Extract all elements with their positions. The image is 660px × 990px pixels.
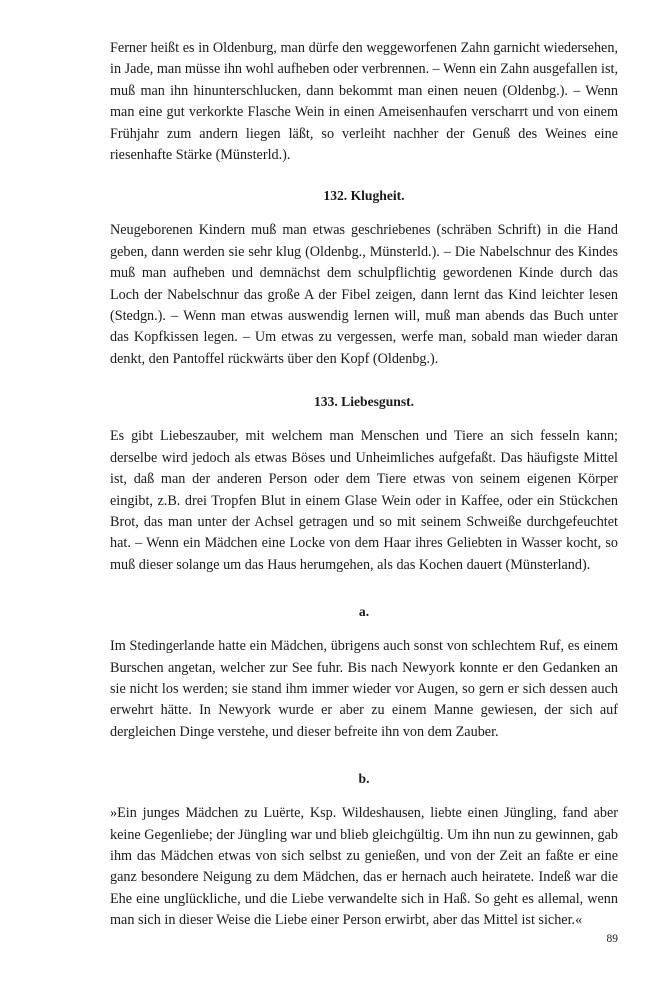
section-heading-132: 132. Klugheit.	[323, 188, 405, 204]
subsection-b-paragraph: »Ein junges Mädchen zu Luërte, Ksp. Wildeshausen, liebte einen Jüngling, fand aber keine Gegenliebe; der Jüngling war und blieb gleichgültig. Um ihn nun zu gewinnen, gab ihm das Mädchen etwas von sich selbst zu genießen, und von der Zeit an faßte er eine ganz besondere Neigung zu dem Mädchen, das er hernach auch heiratete. Indeß war die Ehe eine unglückliche, und die Liebe verwandelte sich in Haß. So geht es allemal, wenn man sich in dieser Weise die Liebe einer Person erwirbt, aber das Mittel ist sicher.«	[110, 805, 618, 929]
intro-paragraph: Ferner heißt es in Oldenburg, man dürfe den weggeworfenen Zahn garnicht wiedersehen, in Jade, man müsse ihn wohl aufheben oder verbrennen. – Wenn ein Zahn ausgefallen ist, muß man ihn hinunterschlucken, dann bekommt man einen neuen (Oldenbg.). – Wenn man eine gut verkorkte Flasche Wein in einen Ameisenhaufen verscharrt und von einem Frühjahr zum andern liegen läßt, so verleiht nachher der Genuß des Weines eine riesenhafte Stärke (Münsterld.).	[110, 40, 619, 164]
subsection-a-paragraph: Im Stedingerlande hatte ein Mädchen, übrigens auch sonst von schlechtem Ruf, es einem Burschen angetan, welcher zur See fuhr. Bis nach Newyork konnte er den Gedanken an sie nicht los werden; sie stand ihm immer wieder vor Augen, so gern er sich dessen auch erwehrt hätte. In Newyork wurde er aber zu einem Manne gewiesen, der sich auf dergleichen Dinge verstehe, und dieser befreite ihn von dem Zauber.	[110, 638, 618, 740]
section-heading-133: 133. Liebesgunst.	[313, 394, 415, 410]
liebesgunst-paragraph: Es gibt Liebeszauber, mit welchem man Menschen und Tiere an sich fesseln kann; derselbe wird jedoch als etwas Böses und Unheimliches aufgefaßt. Das häufigste Mittel ist, daß man der anderen Person oder dem Tiere etwas von seinem eigenen Körper eingibt, z.B. drei Tropfen Blut in einem Glase Wein oder in Kaffee, oder ein Stückchen Brot, das man unter der Achsel getragen und so mit seinem Schweiße durchgefeuchtet hat. – Wenn ein Mädchen eine Locke von dem Haar ihres Geliebten in Wasser kocht, so muß dieser solange um das Haus herumgehen, als das Kochen dauert (Münsterland).	[110, 428, 618, 573]
page-body	[110, 38, 618, 932]
subsection-heading-b: b.	[358, 771, 370, 787]
klugheit-paragraph: Neugeborenen Kindern muß man etwas geschriebenes (schräben Schrift) in die Hand geben, dann werden sie sehr klug (Oldenbg., Münsterld.). – Die Nabelschnur des Kindes muß man aufheben und demnächst dem schulpflichtig gewordenen Kinde durch das Loch der Nabelschnur das große A der Fibel zeigen, dann lernt das Kind leichter lesen (Stedgn.). – Wenn man etwas auswendig lernen will, muß man abends das Buch unter das Kopfkissen legen. – Um etwas zu vergessen, werfe man, sobald man wieder daran denkt, den Pantoffel rückwärts über den Kopf (Oldenbg.).	[110, 222, 618, 367]
page-number: 89	[606, 933, 618, 945]
subsection-heading-a: a.	[358, 604, 370, 620]
